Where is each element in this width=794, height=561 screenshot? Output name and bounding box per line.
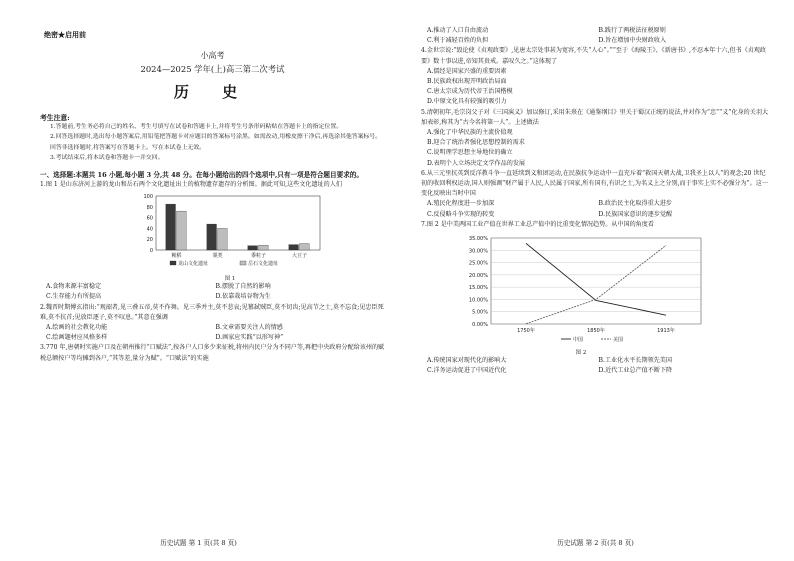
y-tick-label: 60	[146, 215, 153, 222]
option-d[interactable]: D.画家应实践“以形写神”	[215, 334, 284, 342]
bar-chart	[130, 192, 330, 270]
y-tick-label: 30.00%	[468, 248, 488, 255]
option-c[interactable]: C.生存能力有所提高	[46, 293, 102, 301]
option-c[interactable]: C.反侵略斗争实现的转变	[427, 210, 495, 218]
exam-brand: 小高考	[200, 51, 225, 60]
series-line	[526, 245, 666, 323]
subject-title: 历 史	[173, 83, 252, 101]
y-tick-label: 35.00%	[468, 236, 488, 243]
bar	[207, 224, 217, 250]
notice-item: 3.考试结束后,将本试卷和答题卡一并交回。	[50, 155, 164, 162]
page-footer: 历史试题 第 1 页(共 8 页)	[160, 539, 237, 547]
option-d[interactable]: D.近代工业总产值不断下降	[598, 367, 673, 375]
bar	[300, 244, 310, 250]
question-6: 6.从三元里抗英到反洋教斗争一直延续到义和团运动,在民族抗争运动中一直充斥着“救国天朝大战,卫我圣上以人”的观念;20 世纪初的收回利权运动,国人则强调“财产属于人民,人民属于国家,所有国有,有识之士,为名义上之分别,而于事实上实不必强分为”。这一变化反映出当时中国	[421, 169, 768, 198]
option-b[interactable]: B.工业化水平长期领先美国	[598, 357, 672, 365]
page-footer: 历史试题 第 2 页(共 8 页)	[557, 539, 634, 547]
legend-label: 中国	[573, 337, 584, 344]
series-line	[526, 243, 666, 315]
y-tick-label: 20.00%	[468, 272, 488, 279]
figure-caption: 图 2	[575, 350, 587, 357]
option-d[interactable]: D.中原文化具有较强的吸引力	[427, 98, 507, 106]
notice-item: 1.答题前,考生务必将自己的姓名、考生号填写在试卷和答题卡上,并将考生号条形码粘贴在答题卡上的指定位置。	[50, 124, 343, 130]
option-c[interactable]: C.洋务运动促进了中国近代化	[427, 367, 507, 375]
question-5: 5.清朝初年,毛宗岗父子对《三国演义》加以修订,采用朱熹在《通鉴纲目》里关于蜀汉正统的说法,并对作为“忠”“义”化身的关羽大加表彰,称其为“古今名将第一人”。上述做法	[421, 108, 769, 126]
x-tick-label: 粳稻	[171, 253, 182, 260]
option-b[interactable]: B.摆脱了自然的影响	[215, 283, 271, 291]
figure-caption: 图 1	[224, 276, 236, 283]
x-tick-label: 1913年	[657, 328, 675, 335]
options	[40, 282, 385, 302]
option-d[interactable]: D.民族国家意识的逐步觉醒	[598, 210, 673, 218]
question-2: 2.魏晋时期傅玄指出:“观韶者,见三叠五帝,莫不作舞。见三季并主,莫不悲哀;见篡弑贼臣,莫不切齿;见高节之士,莫不忘食;见忠臣死难,莫不抗首;见放臣逐子,莫不叹息。”其意在强调	[40, 303, 384, 321]
options	[421, 199, 770, 219]
options	[40, 323, 385, 343]
options	[421, 26, 770, 46]
y-tick-label: 100	[143, 194, 153, 201]
legend-swatch	[240, 261, 246, 265]
option-c[interactable]: C.唐太宗成为历代帝王治国楷模	[427, 88, 513, 96]
option-b[interactable]: B.文章需要关注人的情感	[215, 324, 283, 332]
y-tick-label: 0	[149, 248, 153, 255]
notice-item: 2.回答选择题时,选出每小题答案后,用铅笔把答题卡对应题目的答案标号涂黑。如需改动,用橡皮擦干净后,再选涂其他答案标号。回答非选择题时,将答案写在答题卡上。写在本试卷上无效。	[50, 134, 382, 151]
y-tick-label: 15.00%	[468, 285, 488, 292]
option-a[interactable]: A.传统国家对现代化的影响大	[427, 357, 507, 365]
option-c[interactable]: C.利于减轻百姓的负担	[427, 37, 489, 45]
line-chart	[451, 232, 711, 344]
question-3: 3.770 年,唐朝时实施户口及在朝州推行“口赋法”,按各户人口多少来征税,将州内民户分为不同户等,再把中央政府分配给该州的赋税总额按户等均摊到各户,“其等差,量分为赋”。“口赋法”的实施	[40, 344, 385, 362]
question-1: 1.图 1 是山东济河上游的龙山和岳石两个文化遗址出土的植物遗存遗存的分析图。据此可知,这些文化遗址的人们	[40, 181, 342, 189]
right-page	[397, 0, 794, 561]
section-heading: 一、选择题:本题共 16 小题,每小题 3 分,共 48 分。在每小题给出的四个选项中,只有一项是符合题目要求的。	[40, 170, 363, 179]
option-d[interactable]: D.依靠栽培谷物为生	[215, 293, 271, 301]
option-a[interactable]: A.绘画的社会教化功能	[46, 324, 108, 332]
option-b[interactable]: B.践行了两税法征税原则	[598, 27, 666, 34]
y-tick-label: 80	[146, 205, 153, 212]
option-d[interactable]: D.表明个人立场决定文学作品的发展	[427, 159, 526, 167]
options	[421, 128, 770, 169]
question-7: 7.图 2 是中美两国工业产值在世界工业总产值中的比重变化情况趋势。从中国的角度看	[421, 220, 654, 228]
option-b[interactable]: B.迎合了统治者强化思想控制的需求	[427, 139, 525, 147]
x-tick-label: 粟类	[212, 253, 223, 260]
confidential-seal: 绝密★启用前	[44, 30, 86, 39]
legend-label: 岳石文化遗址	[248, 261, 279, 268]
option-c[interactable]: C.说明理学思想主导地位的确立	[427, 149, 513, 157]
option-b[interactable]: B.民族政权出现开明政治局面	[427, 78, 507, 86]
bar	[166, 204, 176, 250]
bar	[248, 246, 258, 250]
figure-1	[130, 192, 330, 282]
legend-swatch	[170, 261, 176, 265]
bar	[259, 245, 269, 250]
y-tick-label: 40	[146, 226, 153, 233]
x-tick-label: 黍粒子	[250, 253, 267, 260]
plot-frame	[491, 238, 701, 324]
legend-label: 美国	[613, 337, 624, 344]
options	[421, 67, 770, 108]
bar	[289, 245, 299, 250]
y-tick-label: 10.00%	[468, 297, 488, 304]
legend-label: 龙山文化遗址	[178, 261, 209, 268]
option-d[interactable]: D.旨在增加中央财政收入	[598, 37, 667, 45]
notice-title: 考生注意:	[40, 114, 70, 122]
y-tick-label: 25.00%	[468, 260, 488, 267]
options	[421, 356, 770, 376]
option-a[interactable]: A.食物来源丰富稳定	[46, 283, 102, 291]
bar	[218, 229, 228, 251]
option-a[interactable]: A.殖民化程度进一步加深	[427, 200, 495, 208]
exam-title: 2024—2025 学年(上)高三第二次考试	[140, 64, 285, 74]
x-tick-label: 1850年	[587, 328, 605, 335]
y-tick-label: 0.00%	[472, 322, 488, 329]
bar	[177, 211, 187, 250]
x-tick-label: 大豆子	[291, 253, 308, 260]
figure-2	[451, 232, 711, 356]
y-tick-label: 5.00%	[472, 309, 488, 316]
option-a[interactable]: A.儒经是国家兴盛的重要因素	[427, 67, 507, 75]
option-a[interactable]: A.推动了人口自由流动	[427, 27, 489, 34]
option-a[interactable]: A.强化了中华民族的主流价值观	[427, 129, 513, 137]
option-b[interactable]: B.政治民主化取得重大进步	[598, 200, 672, 208]
option-c[interactable]: C.绘画题材应风格多样	[46, 334, 108, 342]
question-4: 4.金世宗说:“毁论使《贞观政要》,见唐太宗处事甚为宽容,不失“人心”。”“至于《海陵王》、《新唐书》,不忍本年十六,但书《贞观政要》数十事以进,帝知其贵戒。嘉叹久之。”这体现了	[421, 47, 767, 65]
x-tick-label: 1750年	[517, 328, 535, 335]
y-tick-label: 20	[146, 237, 153, 244]
